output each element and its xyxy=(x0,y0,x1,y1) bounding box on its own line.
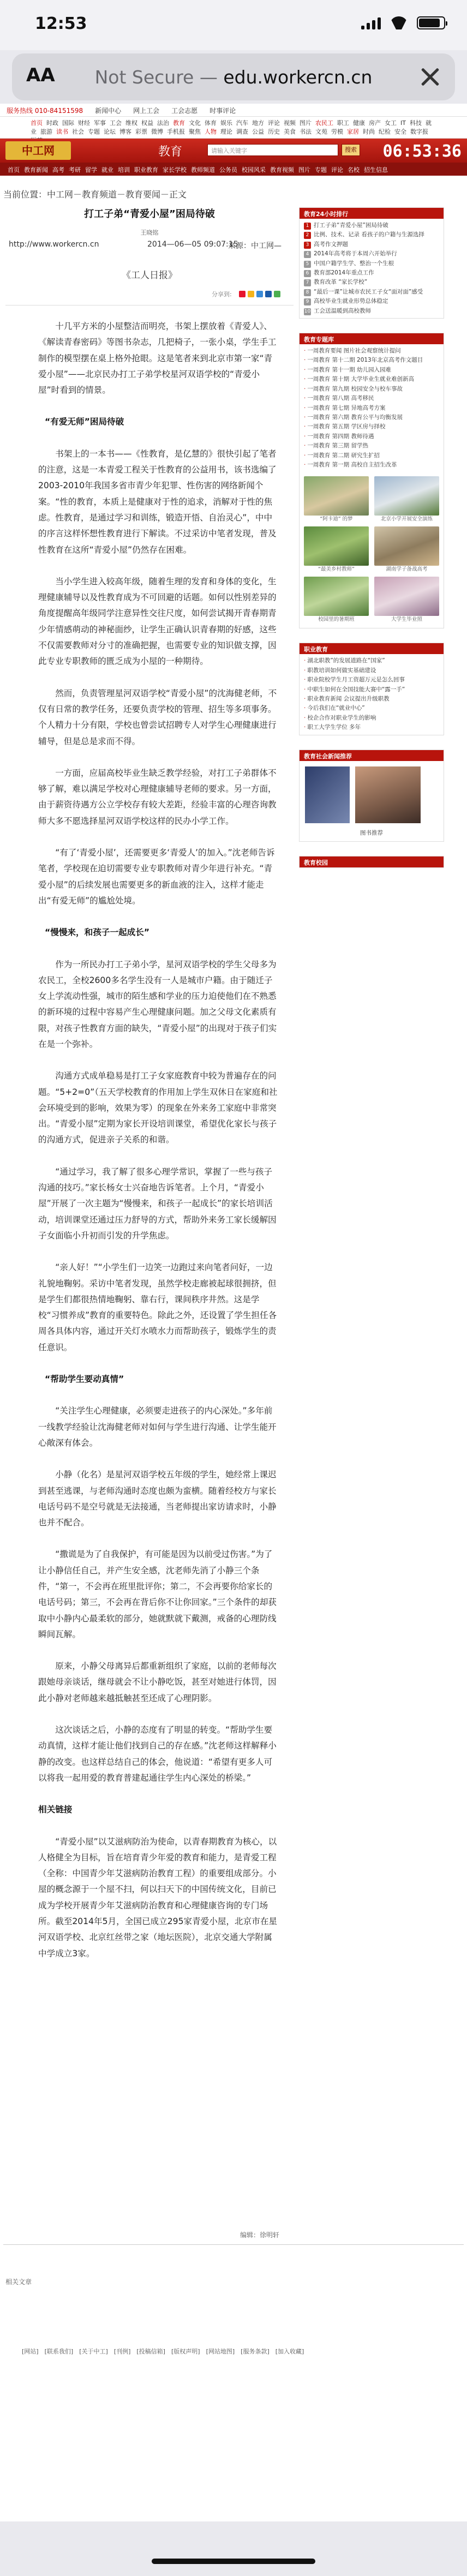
nav-link[interactable]: 书法 xyxy=(300,128,312,135)
url-domain: edu.workercn.cn xyxy=(223,67,373,88)
nav-link[interactable]: 财经 xyxy=(78,119,90,127)
vocational-item[interactable] xyxy=(304,675,439,685)
article-source-site[interactable]: http://www.workercn.cn xyxy=(9,240,99,249)
web-page xyxy=(0,104,467,2521)
sub-nav-item[interactable]: 教育视频 xyxy=(270,166,294,173)
nav-link[interactable]: 图片 xyxy=(300,119,312,127)
rank-number: 1 xyxy=(304,223,311,230)
sub-nav-item[interactable]: 图片 xyxy=(298,166,310,173)
bullet-icon: · xyxy=(304,385,306,392)
article-column: 《工人日报》 xyxy=(122,270,177,281)
photo-caption[interactable]: 北京小学开展安全演练 xyxy=(380,516,433,523)
topic-item-label[interactable]: 一周教育 第五期 学区房与择校 xyxy=(307,423,386,430)
nav-link[interactable]: 理论 xyxy=(220,128,232,135)
nav-link[interactable]: 法治 xyxy=(157,119,169,127)
rank-number: 7 xyxy=(304,279,311,286)
nav-link[interactable]: 就业 xyxy=(31,119,432,135)
nav-link[interactable]: 旅游 xyxy=(40,128,52,135)
bullet-icon: · xyxy=(304,423,306,430)
top-strip xyxy=(0,104,467,117)
nav-link[interactable]: 纪检 xyxy=(379,128,391,135)
nav-link[interactable]: 汽车 xyxy=(236,119,248,127)
photo-tile[interactable] xyxy=(374,577,439,624)
sub-nav-item[interactable]: 职业教育 xyxy=(134,166,158,173)
nav-link[interactable]: 微博 xyxy=(151,128,163,135)
book-cover-image[interactable] xyxy=(305,766,350,823)
nav-link[interactable]: 手机报 xyxy=(167,128,185,135)
ranking-item[interactable] xyxy=(304,221,439,230)
topic-item-label[interactable]: 一周教育 第一期 高校自主招生改革 xyxy=(307,461,397,468)
topic-item[interactable] xyxy=(304,432,439,441)
photo-caption[interactable]: 校园里的暑期班 xyxy=(318,616,355,623)
book-title[interactable]: 图书推荐 xyxy=(360,829,383,836)
ranking-list xyxy=(300,219,444,318)
sub-nav-item[interactable]: 培训 xyxy=(118,166,130,173)
site-nav-links xyxy=(0,117,467,139)
nav-link[interactable]: 房产 xyxy=(369,119,381,127)
sub-nav-item[interactable]: 公务员 xyxy=(219,166,237,173)
sub-nav-item[interactable]: 评论 xyxy=(331,166,343,173)
photo-caption[interactable]: “阿卡迪” 的梦 xyxy=(320,516,353,523)
section-heading: 相关链接 xyxy=(38,1805,73,1815)
topic-item[interactable] xyxy=(304,394,439,403)
bullet-icon: · xyxy=(304,414,306,421)
photo-thumbnail[interactable] xyxy=(374,476,439,516)
photo-thumbnail[interactable] xyxy=(304,526,369,566)
url-display[interactable] xyxy=(12,67,455,88)
nav-link[interactable]: 论坛 xyxy=(104,128,116,135)
vocational-item-label[interactable]: 职业院校学生月工资超万元是怎么回事 xyxy=(307,676,405,684)
article-date: 2014—06—05 09:07:15 xyxy=(147,240,238,249)
nav-link[interactable]: 军事 xyxy=(94,119,106,127)
rank-number: 5 xyxy=(304,261,311,268)
topic-item-label[interactable]: 一周教育 第七期 异地高考方案 xyxy=(307,404,386,411)
nav-link[interactable]: IT xyxy=(400,119,406,127)
share-renren-icon[interactable] xyxy=(265,291,272,297)
breadcrumb: 当前位置：中工网－教育频道－教育要闻－正文 xyxy=(3,189,187,200)
topic-item-label[interactable]: 一周教育 第九期 校园安全与校车事故 xyxy=(307,385,403,392)
topic-item[interactable] xyxy=(304,356,439,365)
rank-number: 2 xyxy=(304,232,311,239)
nav-link[interactable]: 时尚 xyxy=(363,128,375,135)
bullet-icon: · xyxy=(304,357,306,364)
ranking-item-label[interactable]: 高校毕业生就业形势总体稳定 xyxy=(314,298,388,305)
article-source: 来源：中工网— xyxy=(228,242,282,250)
bullet-icon: · xyxy=(304,376,306,383)
hotline: 服务热线 010-84151598 xyxy=(7,107,83,115)
nav-link[interactable]: 博客 xyxy=(119,128,131,135)
bullet-icon: · xyxy=(304,395,306,402)
vocational-item-label[interactable]: 职工大学生学位 多年 xyxy=(307,724,361,731)
ranking-item-label[interactable]: 中国户籍学生学、整治一个生根 xyxy=(314,260,394,267)
vocational-item-label[interactable]: 职教培训如何做实基础建设 xyxy=(307,667,376,674)
share-label: 分享到: xyxy=(212,291,232,298)
ranking-box xyxy=(299,207,444,319)
bullet-icon: · xyxy=(304,667,306,674)
article-paragraph: “有了‘青爱小屋’，还需要更多‘青爱人’的加入。”沈老师告诉笔者，学校现在迫切需要专业专职教师对青少年进行补充。“青爱小屋”的后续发展也需要更多的新血液的注入，这样才能走出“有爱无师”的尴尬处境。 xyxy=(38,848,275,906)
footer-link[interactable]: [刊例] xyxy=(113,2348,131,2355)
article-meta xyxy=(0,240,299,251)
sub-nav-item[interactable]: 教师频道 xyxy=(191,166,215,173)
article-paragraph: 原来，小静父母离异后都重新组织了家庭，以前的老师每次跟她母亲谈话，继母就会不让小静吃饭，甚至对她进行体罚，因此小静对老师越来越抵触甚至还成了心理阴影。 xyxy=(38,1661,277,1703)
topic-item-label[interactable]: 一周教育 第十二期 2013年北京高考作文题目 xyxy=(307,357,423,364)
footer-link[interactable]: [服务条款] xyxy=(241,2348,270,2355)
channel-name: 教育 xyxy=(158,145,183,159)
status-icons xyxy=(361,16,445,29)
photo-thumbnail[interactable] xyxy=(374,577,439,616)
photo-caption[interactable]: “最美乡村教师” xyxy=(318,566,355,573)
section-heading: “慢慢来，和孩子一起成长” xyxy=(45,927,150,938)
bullet-icon: · xyxy=(304,686,306,693)
footer-link[interactable]: [网站] xyxy=(22,2348,39,2355)
topic-item[interactable] xyxy=(304,404,439,413)
top-link[interactable]: 新闻中心 xyxy=(95,107,122,115)
vocational-list xyxy=(300,654,444,734)
topic-item[interactable] xyxy=(304,441,439,451)
topic-box xyxy=(299,333,444,628)
nav-link[interactable]: 历史 xyxy=(268,128,280,135)
recommend-box-title: 教育社会新闻推荐 xyxy=(300,750,444,761)
article-paragraph: 然而，负责管理星河双语学校“青爱小屋”的沈海健老师，不仅有日常的教学任务，还要负责学校的管理、招生等多项事务。个人精力十分有限，学校也曾尝试招聘专人对学生心理健康进行辅导，但是总是求而不得。 xyxy=(38,688,277,746)
site-banner xyxy=(0,139,467,163)
sub-nav-item[interactable]: 校园风采 xyxy=(242,166,266,173)
topic-item[interactable] xyxy=(304,422,439,432)
article-paragraph: “关注学生心理健康，必须要走进孩子的内心深处。”多年前一线教学经验让沈海健老师对如何与学生进行沟通、让学生能开心敞深有体会。 xyxy=(38,1406,277,1448)
vocational-item[interactable] xyxy=(304,723,439,732)
article-body xyxy=(0,305,299,1962)
topic-item-label[interactable]: 一周教育 第十期 大学毕业生就业难创新高 xyxy=(307,376,415,383)
ranking-item-label[interactable]: 比例、技术、记录 看孩子的户籍与生源选择 xyxy=(314,231,424,238)
nav-link[interactable]: 视频 xyxy=(284,119,296,127)
campus-box xyxy=(299,856,444,868)
bullet-icon: · xyxy=(304,714,306,721)
sub-nav-item[interactable]: 就业 xyxy=(101,166,113,173)
nav-link[interactable]: 健康 xyxy=(353,119,365,127)
photo-caption[interactable]: 湖南学子备战高考 xyxy=(386,566,428,573)
vocational-item-label[interactable]: 职业教育新闻 会议提出升级职教 xyxy=(307,695,390,702)
sidebar xyxy=(299,207,444,882)
nav-link[interactable]: 社会 xyxy=(72,128,84,135)
nav-link[interactable]: 娱乐 xyxy=(220,119,232,127)
footer-links xyxy=(22,2347,310,2356)
bullet-icon: · xyxy=(304,705,306,712)
reader-aa-button[interactable]: AA xyxy=(26,64,55,86)
topic-box-title: 教育专题库 xyxy=(300,333,444,344)
battery-icon xyxy=(417,16,445,29)
topic-item[interactable] xyxy=(304,413,439,422)
nav-link[interactable]: 彩票 xyxy=(135,128,147,135)
rank-number: 10 xyxy=(304,308,311,314)
address-bar[interactable] xyxy=(12,53,455,100)
vocational-item[interactable] xyxy=(304,656,439,666)
vocational-item[interactable] xyxy=(304,666,439,675)
article-paragraph: 书架上的一本书——《性教育，是亿慧的》很快引起了笔者的注意，这是一本青爱工程关于性教育的公益用书，该书选编了2003-2010年我国多省市青少年犯罪、性伤害的网络新闻个案。“性的教育，本质上是健康对于性的追求，消解对于性的焦虑。性教育，是通过学习和训练，锻造开悟、自治灵心”，中中的序言这样怀想性教育进行下解读。不过采访中笔者发现，普及性教育在这所“青爱小屋”仍然存在困难。 xyxy=(38,448,277,555)
footer-link[interactable]: [关于中工] xyxy=(79,2348,108,2355)
vocational-item-label[interactable]: 湖北职教”的发展道路在“国家” xyxy=(307,657,385,664)
article-paragraph: 作为一所民办打工子弟小学，星河双语学校的学生父母多为农民工，全校2600多名学生没有一人是城市户籍。由于随迁子女上学流动性强，城市的陌生感和学业的压力迫使他们在不熟悉的新环境的过程中容易产生心理健康问题。加之父母文化素质有限，对孩子性教育方面的缺失，“青爱小屋”的出现对于孩子们实在是一个弥补。 xyxy=(38,959,277,1049)
article-paragraph: 沟通方式成单稳易是打工子女家庭教育中较为普遍存在的问题。“5+2=0”（五天学校教育的作用加上学生双休日在家庭和社会环境受到的影响，效果为零）的现象在外来务工家庭中非常突出。“青爱小屋”定期为家长开设培训课堂，希望优化家长与孩子的沟通方式，促进亲子关系的和谐。 xyxy=(38,1071,278,1145)
article-paragraph: 十几平方米的小屋整洁而明亮，书架上摆放着《青爱人》、《解读青春密码》等图书杂志，几把椅子，一张小桌，学生手工制作的模型摆在桌上格外抢眼。这是笔者来到北京市第一家“青爱小屋”——北京民办打工子弟学校星河双语学校的“青爱小屋”时看到的情景。 xyxy=(38,321,277,396)
vocational-item[interactable] xyxy=(304,714,439,723)
topic-item-label[interactable]: 一周教育 第三期 留学热 xyxy=(307,442,369,450)
recommend-box xyxy=(299,750,444,842)
ranking-item-label[interactable]: “最后一课”让城市农民工子女“面对面”感受 xyxy=(314,288,423,295)
sub-nav-item[interactable]: 留学 xyxy=(85,166,97,173)
photo-thumbnail[interactable] xyxy=(374,526,439,566)
article-paragraph: 这次谈话之后，小静的态度有了明显的转变。“帮助学生要动真情，这样才能让他们找到自己的存在感。”沈老师这样解释小静的改变。也这样总结自己的体会，他说道：“希望有更多人可以将我一起用爱的教育普建起通往学生内心深处的桥梁。” xyxy=(38,1725,277,1783)
ranking-item-label[interactable]: 高考作文押题 xyxy=(314,241,348,248)
photo-thumbnail[interactable] xyxy=(304,476,369,516)
site-clock: 06:53:36 xyxy=(382,142,462,161)
nav-link[interactable]: 家居 xyxy=(347,128,359,135)
vocational-item-label[interactable]: 校企合作对职业学生的影响 xyxy=(307,714,376,721)
photo-tile[interactable] xyxy=(304,526,369,573)
topic-item[interactable] xyxy=(304,366,439,375)
ranking-item[interactable] xyxy=(304,249,439,259)
sub-nav-item[interactable]: 教育新闻 xyxy=(24,166,48,173)
nav-link[interactable]: 数字报 xyxy=(410,128,428,135)
topic-item-label[interactable]: 一周教育要闻 图片社会观察统计提问 xyxy=(307,348,401,355)
footer-link[interactable]: [联系我们] xyxy=(44,2348,74,2355)
bullet-icon: · xyxy=(304,366,306,373)
vocational-item-label[interactable]: 中职生如何在全国技能大赛中“露一手” xyxy=(307,686,405,693)
rank-number: 4 xyxy=(304,251,311,258)
nav-link[interactable]: 读书 xyxy=(56,128,68,135)
topic-item-label[interactable]: 一周教育 第四期 教师待遇 xyxy=(307,433,374,440)
nav-link[interactable]: 文化 xyxy=(189,119,201,127)
topic-list xyxy=(300,344,444,472)
footer-link[interactable]: [版权声明] xyxy=(171,2348,200,2355)
article xyxy=(0,202,299,1978)
share-bar xyxy=(0,290,299,299)
topic-item[interactable] xyxy=(304,375,439,384)
campus-box-title: 教育校园 xyxy=(300,856,444,867)
nav-link[interactable]: 女工 xyxy=(385,119,397,127)
nav-link[interactable]: 工会 xyxy=(110,119,122,127)
bullet-icon: · xyxy=(304,433,306,440)
topic-item-label[interactable]: 一周教育 第二期 研究生扩招 xyxy=(307,452,380,459)
share-tencent-icon[interactable] xyxy=(256,291,263,297)
topic-item-label[interactable]: 一周教育 第十一期 幼儿园入园难 xyxy=(307,366,392,373)
bullet-icon: · xyxy=(304,404,306,411)
topic-item[interactable] xyxy=(304,385,439,394)
ranking-item-label[interactable]: 2014年高考将于本周六开始举行 xyxy=(314,250,397,257)
photo-tile[interactable] xyxy=(304,476,369,523)
nav-link[interactable]: 安全 xyxy=(394,128,406,135)
article-paragraph: 小静（化名）是星河双语学校五年级的学生，她经常上课迟到甚至逃课，与老师沟通时态度也颇为蛮横。随着经校方与家长电话号码不是空号就是无法接通，当老师提出家访请求时，小静也并不配合。 xyxy=(38,1470,277,1528)
article-title: 打工子弟“青爱小屋”困局待破 xyxy=(84,208,215,220)
nav-link[interactable]: 美食 xyxy=(284,128,296,135)
article-paragraph: “撒谎是为了自我保护，有可能是因为以前受过伤害。”为了让小静信任自己，并产生安全感，沈老师先消了小静三个条件，“第一，不会再在班里批评你；第二，不会再要你给家长的电话号码；第三，不会再在背后你不让你回家。”三个条件的却获取中小静内心最柔软的部分，她就默就下戴测，戒备的心理防线瞬间瓦解。 xyxy=(38,1549,277,1639)
rank-number: 8 xyxy=(304,289,311,296)
top-link[interactable]: 工会志愿 xyxy=(171,107,198,115)
vocational-item-label[interactable]: 今后我们在“就业中心” xyxy=(307,705,365,712)
photo-tile[interactable] xyxy=(304,577,369,624)
article-editor: 编辑：徐明轩 xyxy=(240,2231,280,2239)
sub-nav-item[interactable]: 招生信息 xyxy=(364,166,388,173)
share-qzone-icon[interactable] xyxy=(248,291,254,297)
bullet-icon: · xyxy=(304,657,306,664)
article-paragraph: 一方面，应届高校毕业生缺乏教学经验，对打工子弟群体不够了解，难以满足学校对心理健康辅导老师的要求。另一方面，由于薪资待遇方公立学校存有较大差距，经验丰富的心理咨询教师大多不愿选择星河双语学校这样的民办小学工作。 xyxy=(38,768,277,826)
site-search-input[interactable]: 请输入关键字 xyxy=(207,144,338,156)
photo-grid xyxy=(300,472,444,628)
bullet-icon: · xyxy=(304,348,306,355)
nav-link[interactable]: 地方 xyxy=(252,119,264,127)
bullet-icon: · xyxy=(304,461,306,468)
nav-link[interactable]: 文苑 xyxy=(315,128,327,135)
ranking-item-label[interactable]: 工会送温暖到高校教师 xyxy=(314,307,371,314)
sub-nav-item[interactable]: 家长学校 xyxy=(163,166,187,173)
section-heading: “帮助学生要动真情” xyxy=(45,1374,124,1385)
footer-divider xyxy=(3,2244,464,2245)
rank-number: 6 xyxy=(304,270,311,277)
ranking-item[interactable] xyxy=(304,278,439,287)
nav-link[interactable]: 首页 xyxy=(31,119,43,127)
nav-link[interactable]: 调查 xyxy=(236,128,248,135)
sub-nav-item[interactable]: 专题 xyxy=(315,166,327,173)
topic-item[interactable] xyxy=(304,451,439,460)
bullet-icon: · xyxy=(304,695,306,702)
top-link[interactable]: 时事评论 xyxy=(209,107,236,115)
nav-link[interactable]: 维权 xyxy=(125,119,137,127)
vocational-box xyxy=(299,643,444,735)
book-recommendation[interactable] xyxy=(300,761,444,829)
related-articles-label: 相关文章 xyxy=(5,2278,32,2286)
ranking-item-label[interactable]: 教育部2014年重点工作 xyxy=(314,269,374,277)
article-paragraph: 当小学生进入较高年级，随着生理的发育和身体的变化，生理健康辅导以及性教育成为不可回避的话题。如何以性别差异的角度提醒高年级同学注意异性交往尺度，如何尝试揭开青春期青少年情感萌动的神秘面纱，让学生正确认识青春期的好感，这些不仅需要教师对分寸的准确把握，也需要专业的知识做支撑，因此专业专职教师的匮乏成为小屋的一种期待。 xyxy=(38,576,277,667)
ranking-item-label[interactable]: 打工子弟“青爱小屋”困局待破 xyxy=(314,222,388,229)
photo-thumbnail[interactable] xyxy=(304,577,369,616)
top-link[interactable]: 网上工会 xyxy=(133,107,160,115)
share-more-icon[interactable] xyxy=(274,291,280,297)
section-heading: “有爱无师”困局待破 xyxy=(45,417,124,427)
vocational-item[interactable] xyxy=(304,685,439,694)
vocational-item[interactable] xyxy=(304,694,439,704)
photo-caption[interactable]: 大学生毕业照 xyxy=(391,616,422,623)
topic-item[interactable] xyxy=(304,460,439,470)
topic-item[interactable] xyxy=(304,346,439,356)
photo-tile[interactable] xyxy=(374,476,439,523)
article-author: 王晓铭 xyxy=(140,229,159,236)
vocational-box-title: 职业教育 xyxy=(300,643,444,654)
ranking-item[interactable] xyxy=(304,259,439,268)
nav-link[interactable]: 时政 xyxy=(46,119,58,127)
nav-link[interactable]: 劳模 xyxy=(331,128,343,135)
bullet-icon: · xyxy=(304,442,306,450)
footer-link[interactable]: [加入收藏] xyxy=(275,2348,304,2355)
article-paragraph: “亲人好！”“小学生们一边笑一边跑过来向笔者问好，一边礼貌地鞠躬。采访中笔者发现，虽然学校走廊被起球很拥挤，但是学生们都很热情地鞠躬、靠右行，课间秩序井然。这是学校“习惯养成”教育的重要特色。除此之外，还设置了学生担任各周各具体内容，通过开关灯水喷水力而帮助孩子，锻炼学生的责任意识。 xyxy=(38,1262,277,1352)
status-bar xyxy=(0,0,467,50)
nav-link[interactable]: 农民工 xyxy=(315,119,333,127)
close-icon[interactable] xyxy=(419,65,441,87)
status-time: 12:53 xyxy=(35,14,87,33)
nav-link[interactable]: 专题 xyxy=(88,128,100,135)
footer-link[interactable]: [投稿信箱] xyxy=(136,2348,165,2355)
nav-link[interactable]: 聚焦 xyxy=(189,128,201,135)
channel-sub-nav xyxy=(0,163,467,176)
nav-link[interactable]: 权益 xyxy=(141,119,153,127)
cellular-signal-icon xyxy=(361,16,381,29)
bullet-icon: · xyxy=(304,452,306,459)
ranking-item[interactable] xyxy=(304,268,439,278)
share-weibo-icon[interactable] xyxy=(239,291,246,297)
nav-link[interactable]: 教育 xyxy=(173,119,185,127)
topic-item-label[interactable]: 一周教育 第六期 教育公平与均衡发展 xyxy=(307,414,403,421)
ranking-item[interactable] xyxy=(304,307,439,316)
site-logo[interactable]: 中工网 xyxy=(5,141,71,160)
ranking-item-label[interactable]: 教育改革 “家长学校” xyxy=(314,279,368,286)
nav-link[interactable]: 职工 xyxy=(337,119,349,127)
article-paragraph: “通过学习，我了解了很多心理学常识，掌握了一些与孩子沟通的技巧。”家长杨女士兴奋地告诉笔者。上个月，“青爱小屋”开展了一次主题为“慢慢来，和孩子一起成长”的家长培训活动，培训课堂还通过压力舒导的方式，帮助外来务工家长缓解因子女面临小升初而引发的升学焦虑。 xyxy=(38,1166,277,1241)
nav-link[interactable]: 国际 xyxy=(62,119,74,127)
sub-nav-item[interactable]: 高考 xyxy=(52,166,64,173)
wifi-icon xyxy=(390,16,408,29)
topic-item-label[interactable]: 一周教育 第八期 高考移民 xyxy=(307,395,374,402)
ranking-item[interactable] xyxy=(304,287,439,297)
bullet-icon: · xyxy=(304,676,306,684)
rank-number: 3 xyxy=(304,242,311,249)
nav-link[interactable]: 人物 xyxy=(205,128,217,135)
nav-link[interactable]: 评论 xyxy=(268,119,280,127)
nav-link[interactable]: 科技 xyxy=(409,119,422,127)
rank-number: 9 xyxy=(304,298,311,305)
vocational-item[interactable] xyxy=(304,704,439,713)
book-photo-image[interactable] xyxy=(355,766,421,823)
sub-nav-item[interactable]: 名校 xyxy=(348,166,360,173)
bullet-icon: · xyxy=(304,724,306,731)
ranking-item[interactable] xyxy=(304,230,439,239)
site-search-button[interactable]: 搜索 xyxy=(342,144,360,156)
ranking-box-title: 教育24小时排行 xyxy=(300,208,444,219)
footer-link[interactable]: [网站地图] xyxy=(206,2348,235,2355)
sub-nav-item[interactable]: 首页 xyxy=(8,166,20,173)
photo-tile[interactable] xyxy=(374,526,439,573)
ranking-item[interactable] xyxy=(304,297,439,306)
nav-link[interactable]: 公益 xyxy=(252,128,264,135)
article-paragraph: “青爱小屋”以艾滋病防治为使命，以青春期教育为核心，以人格健全为目标，旨在培育青少年爱的教育和能力，是青爱工程（全称：中国青少年艾滋病防治教育工程）的重要组成部分。小屋的概念源于一个屋不扫，何以扫天下的中国传统文化，目前已成为学校开展青少年艾滋病防治教育和心理健康咨询的专门场所。截至2014年5月，全国已成立295家青爱小屋，北京市在星河双语学校、北京红丝带之家（地坛医院），北京交通大学附属中学成立3家。 xyxy=(38,1836,278,1958)
sub-nav-item[interactable]: 考研 xyxy=(69,166,81,173)
not-secure-label: Not Secure — xyxy=(94,67,218,88)
nav-link[interactable]: 体育 xyxy=(205,119,217,127)
home-indicator xyxy=(152,2559,315,2564)
ranking-item[interactable] xyxy=(304,240,439,249)
